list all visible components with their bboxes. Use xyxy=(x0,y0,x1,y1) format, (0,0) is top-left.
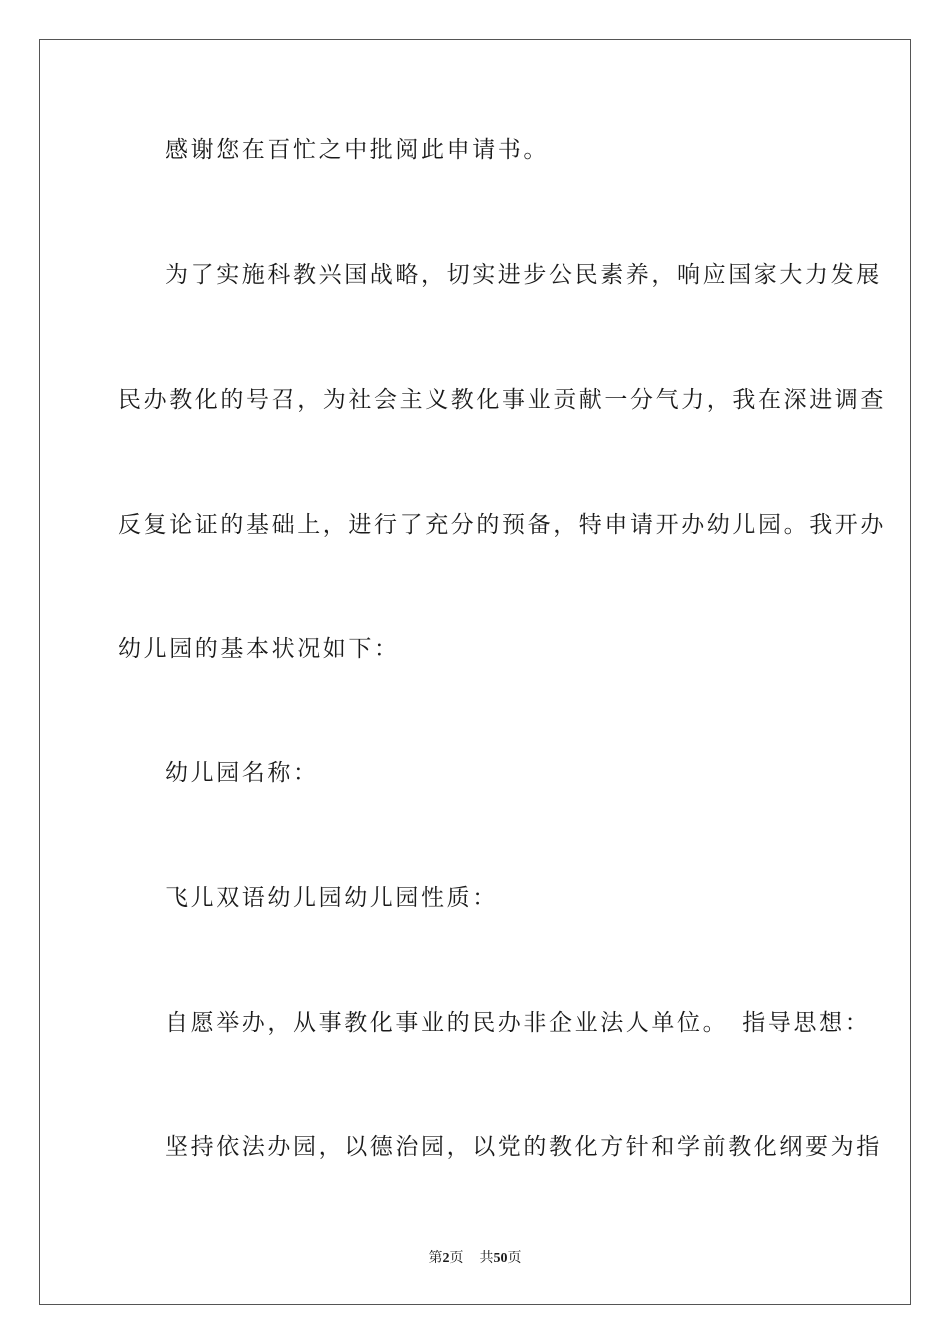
total-suffix: 页 xyxy=(507,1250,522,1266)
page-number: 2 xyxy=(442,1251,450,1266)
page-footer xyxy=(0,1249,950,1268)
paragraph-line-5: 幼儿园的基本状况如下： xyxy=(118,636,400,662)
paragraph-line-2: 为了实施科教兴国战略，切实进步公民素养，响应国家大力发展 xyxy=(165,262,882,288)
paragraph-line-7: 飞儿双语幼儿园幼儿园性质： xyxy=(165,885,498,911)
paragraph-line-1: 感谢您在百忙之中批阅此申请书。 xyxy=(165,137,549,163)
total-pages: 50 xyxy=(493,1251,508,1266)
paragraph-line-8: 自愿举办，从事教化事业的民办非企业法人单位。 指导思想： xyxy=(165,1010,871,1036)
paragraph-line-3: 民办教化的号召，为社会主义教化事业贡献一分气力，我在深进调查 xyxy=(118,387,886,413)
page-suffix: 页 xyxy=(449,1250,464,1266)
paragraph-line-9: 坚持依法办园，以德治园，以党的教化方针和学前教化纲要为指 xyxy=(165,1134,882,1160)
page-border xyxy=(39,39,911,1305)
paragraph-line-6: 幼儿园名称： xyxy=(165,760,319,786)
paragraph-line-4: 反复论证的基础上，进行了充分的预备，特申请开办幼儿园。我开办 xyxy=(118,512,886,538)
page-prefix: 第 xyxy=(428,1250,443,1266)
total-prefix: 共 xyxy=(479,1250,494,1266)
